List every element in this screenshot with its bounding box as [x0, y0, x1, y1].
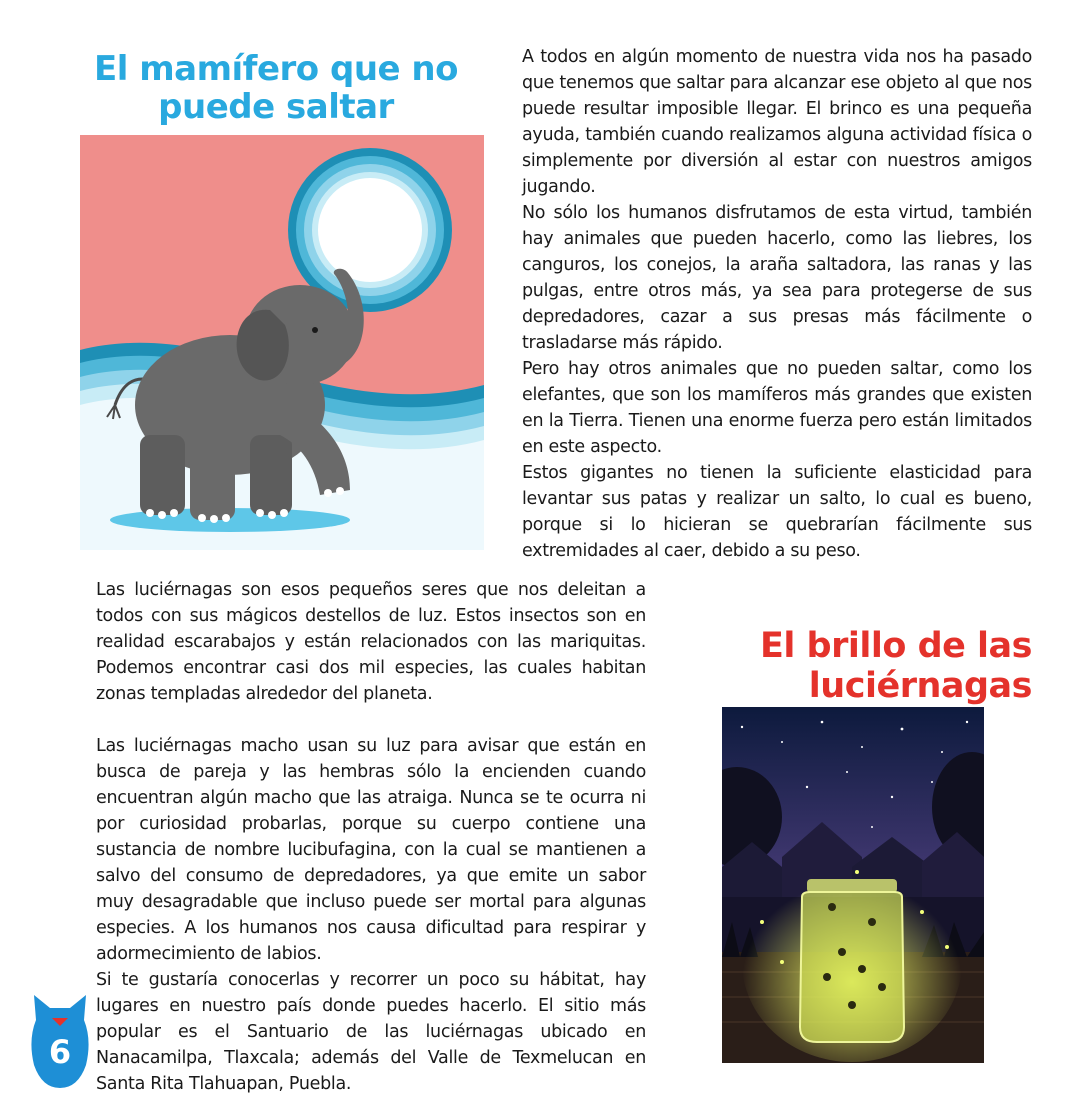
article1-body — [522, 44, 1032, 564]
article2-title: El brillo de las luciérnagas — [759, 626, 1032, 706]
article1-paragraph: Pero hay otros animales que no pueden saltar, como los elefantes, que son los mamíferos más grandes que existen en la Tierra. Tienen una enorme fuerza pero están limitados en este aspecto. — [522, 359, 1032, 457]
article1-paragraph: A todos en algún momento de nuestra vida nos ha pasado que tenemos que saltar para alcanzar ese objeto al que nos puede resultar imposible llegar. El brinco es una pequeña ayuda, también cuando realizamos alguna actividad física o simplemente por diversión al estar con nuestros amigos jugando. — [522, 47, 1032, 197]
page-number: 6 — [48, 1033, 72, 1071]
article2-body — [96, 577, 646, 1097]
paragraph-gap — [96, 707, 646, 733]
article1-title: El mamífero que no puede saltar — [94, 49, 458, 127]
elephant-illustration — [80, 135, 484, 550]
article1-paragraph: No sólo los humanos disfrutamos de esta virtud, también hay animales que pueden hacerlo, como las liebres, los canguros, los conejos, la araña saltadora, las ranas y las pulgas, entre otros más, ya sea para protegerse de sus depredadores, cazar a sus presas más fácilmente o trasladarse más rápido. — [522, 203, 1032, 353]
article1-paragraph: Estos gigantes no tienen la suficiente elasticidad para levantar sus patas y realizar un salto, lo cual es bueno, porque si lo hicieran se quebrarían fácilmente sus extremidades al caer, debido a su peso. — [522, 463, 1032, 561]
article2-paragraph: Las luciérnagas son esos pequeños seres que nos deleitan a todos con sus mágicos destellos de luz. Estos insectos son en realidad escarabajos y están relacionados con las mariquitas. Podemos encontrar casi dos mil especies, las cuales habitan zonas templadas alrededor del planeta. — [96, 580, 646, 704]
article2-paragraph: Las luciérnagas macho usan su luz para avisar que están en busca de pareja y las hembras sólo la encienden cuando encuentran algún macho que las atraiga. Nunca se te ocurra ni por curiosidad probarlas, porque su cuerpo contiene una sustancia de nombre lucibufagina, con la cual se mantienen a salvo del consumo de depredadores, ya que emite un sabor muy desagradable que incluso puede ser mortal para algunas especies. A los humanos nos causa dificultad para respirar y adormecimiento de labios. — [96, 736, 646, 964]
fireflies-jar-illustration — [722, 707, 984, 1063]
article2-paragraph: Si te gustaría conocerlas y recorrer un poco su hábitat, hay lugares en nuestro país donde puedes hacerlo. El sitio más popular es el Santuario de las luciérnagas ubicado en Nanacamilpa, Tlaxcala; además del Valle de Texmelucan en Santa Rita Tlahuapan, Puebla. — [96, 970, 646, 1094]
